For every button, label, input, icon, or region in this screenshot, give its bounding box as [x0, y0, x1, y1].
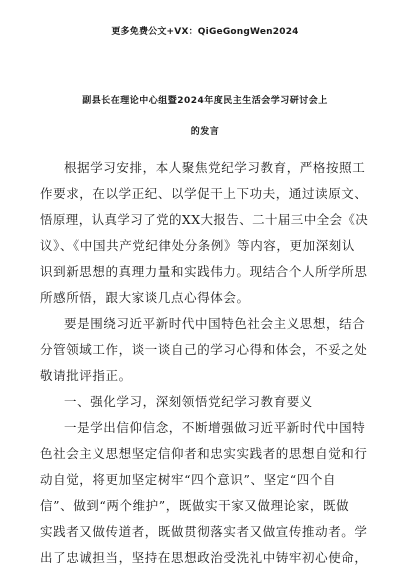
body-line: 要是围绕习近平新时代中国特色社会主义思想，结合 — [64, 316, 366, 331]
document-title-line-1: 副县长在理论中心组暨2024年度民主生活会学习研讨会上 — [82, 96, 328, 106]
body-line: 出了忠诚担当，坚持在思想政治受洗礼中铸牢初心使命， — [40, 550, 368, 565]
body-line: 色社会主义思想坚定信仰者和忠实实践者的思想自觉和行 — [40, 446, 368, 461]
watermark-header: 更多免费公文+VX：QiGeGongWen2024 — [111, 27, 299, 37]
body-line: 分管领域工作，谈一谈自己的学习心得和体会，不妥之处 — [40, 342, 368, 357]
body-line: 动自觉，将更加坚定树牢“四个意识”、坚定“四个自 — [40, 472, 337, 487]
body-line: 作要求，在以学正纪、以学促干上下功夫，通过读原文、 — [40, 186, 368, 201]
body-line: 所感所悟，跟大家谈几点心得体会。 — [40, 290, 250, 305]
body-line: 议》、《中国共产党纪律处分条例》等内容，更加深刻认 — [40, 238, 356, 253]
body-line: 一是学出信仰信念，不断增强做习近平新时代中国特 — [64, 420, 366, 435]
body-line: 敬请批评指正。 — [40, 368, 132, 383]
body-line: 信”、做到“两个维护”，既做实干家又做理论家，既做 — [40, 498, 350, 513]
document-title-line-2: 的发言 — [190, 127, 220, 137]
body-line: 实践者又做传道者，既做贯彻落实者又做宣传推动者。学 — [40, 524, 368, 539]
body-line: 根据学习安排，本人聚焦党纪学习教育，严格按照工 — [64, 160, 366, 175]
body-line: 识到新思想的真理力量和实践伟力。现结合个人所学所思 — [40, 264, 368, 279]
section-heading: 一、强化学习，深刻领悟党纪学习教育要义 — [64, 394, 313, 409]
body-line: 悟原理，认真学习了党的XX大报告、二十届三中全会《决 — [40, 212, 369, 227]
